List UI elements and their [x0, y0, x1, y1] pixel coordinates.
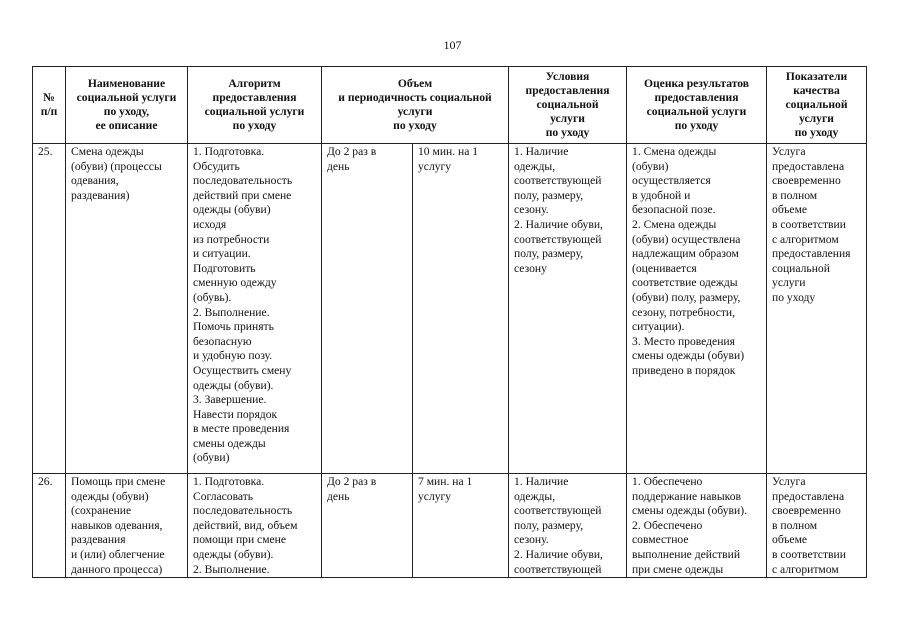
header-service-name: Наименование социальной услуги по уходу, ее описание	[66, 67, 188, 144]
header-quality: Показатели качества социальной услуги по уходу	[767, 67, 867, 144]
header-algorithm: Алгоритм предоставления социальной услуги по уходу	[188, 67, 322, 144]
service-name: Смена одежды (обуви) (процессы одевания, раздевания)	[66, 144, 188, 474]
table-row	[33, 474, 867, 578]
duration: 7 мин. на 1 услугу	[413, 474, 509, 578]
header-volume-frequency: Объем и периодичность социальной услуги по уходу	[322, 67, 509, 144]
duration: 10 мин. на 1 услугу	[413, 144, 509, 474]
page-number: 107	[443, 38, 462, 52]
header-evaluation: Оценка результатов предоставления социальной услуги по уходу	[627, 67, 767, 144]
header-number: № п/п	[33, 67, 66, 144]
conditions-text: 1. Наличие одежды, соответствующей полу, размеру, сезону. 2. Наличие обуви, соответствующей полу, размеру, сезону	[509, 144, 627, 474]
row-number: 26.	[33, 474, 66, 578]
row-number: 25.	[33, 144, 66, 474]
conditions-text: 1. Наличие одежды, соответствующей полу, размеру, сезону. 2. Наличие обуви, соответствующей	[509, 474, 627, 578]
header-row	[33, 67, 867, 144]
evaluation-text: 1. Смена одежды (обуви) осуществляется в удобной и безопасной позе. 2. Смена одежды (обуви) осуществлена надлежащим образом (оценивается соответствие одежды (обуви) полу, размеру, сезону, потребности, ситуации). 3. Место проведения смены одежды (обуви) приведено в порядок	[627, 144, 767, 474]
frequency: До 2 раз в день	[322, 144, 413, 474]
frequency: До 2 раз в день	[322, 474, 413, 578]
evaluation-text: 1. Обеспечено поддержание навыков смены одежды (обуви). 2. Обеспечено совместное выполнение действий при смене одежды	[627, 474, 767, 578]
services-table	[32, 66, 867, 578]
quality-text: Услуга предоставлена своевременно в полном объеме в соответствии с алгоритмом	[767, 474, 867, 578]
algorithm-text: 1. Подготовка. Согласовать последовательность действий, вид, объем помощи при смене одежды (обуви). 2. Выполнение.	[188, 474, 322, 578]
quality-text: Услуга предоставлена своевременно в полном объеме в соответствии с алгоритмом предоставления социальной услуги по уходу	[767, 144, 867, 474]
service-name: Помощь при смене одежды (обуви) (сохранение навыков одевания, раздевания и (или) облегчение данного процесса)	[66, 474, 188, 578]
algorithm-text: 1. Подготовка. Обсудить последовательность действий при смене одежды (обуви) исходя из потребности и ситуации. Подготовить сменную одежду (обувь). 2. Выполнение. Помочь принять безопасную и удобную позу. Осуществить смену одежды (обуви). 3. Завершение. Навести порядок в месте проведения смены одежды (обуви)	[188, 144, 322, 474]
header-conditions: Условия предоставления социальной услуги по уходу	[509, 67, 627, 144]
table-row	[33, 144, 867, 474]
